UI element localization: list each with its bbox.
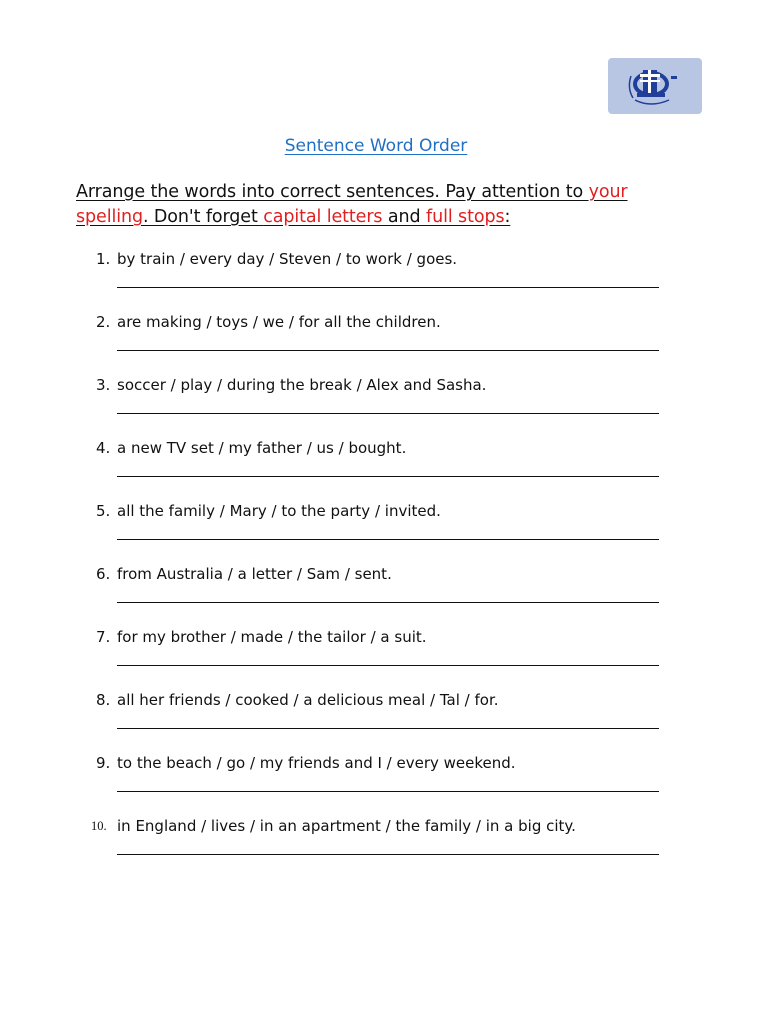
item-prompt: to the beach / go / my friends and I / every weekend.	[117, 754, 516, 772]
item-number: 4.	[96, 439, 111, 457]
exercise-item-2	[96, 313, 666, 373]
item-number: 8.	[96, 691, 111, 709]
exercise-item-1	[96, 250, 666, 310]
answer-line[interactable]	[117, 854, 659, 855]
instructions-highlight-capitals: capital letters	[263, 207, 383, 227]
item-number: 3.	[96, 376, 111, 394]
exercise-item-8	[96, 691, 666, 751]
page-title: Sentence Word Order	[284, 136, 468, 156]
exercise-item-3	[96, 376, 666, 436]
item-number: 2.	[96, 313, 111, 331]
item-prompt: are making / toys / we / for all the children.	[117, 313, 441, 331]
instructions-text-2: . Don't forget	[142, 207, 264, 227]
item-prompt: soccer / play / during the break / Alex and Sasha.	[117, 376, 487, 394]
item-number: 1.	[96, 250, 111, 268]
answer-line[interactable]	[117, 728, 659, 729]
item-prompt: all her friends / cooked / a delicious meal / Tal / for.	[117, 691, 499, 709]
exercise-item-9	[96, 754, 666, 814]
exercise-item-6	[96, 565, 666, 625]
answer-line[interactable]	[117, 476, 659, 477]
answer-line[interactable]	[117, 350, 659, 351]
instructions-text-1: Arrange the words into correct sentences. Pay attention to	[76, 182, 589, 202]
answer-line[interactable]	[117, 287, 659, 288]
item-number: 5.	[96, 502, 111, 520]
instructions-highlight-spelling: your spelling	[76, 182, 628, 227]
item-prompt: in England / lives / in an apartment / the family / in a big city.	[117, 817, 576, 835]
item-prompt: from Australia / a letter / Sam / sent.	[117, 565, 392, 583]
exercise-item-10	[91, 817, 666, 877]
answer-line[interactable]	[117, 665, 659, 666]
exercise-item-5	[96, 502, 666, 562]
answer-line[interactable]	[117, 602, 659, 603]
instructions-text-4: :	[504, 207, 511, 227]
item-number: 6.	[96, 565, 111, 583]
item-number: 7.	[96, 628, 111, 646]
item-prompt: all the family / Mary / to the party / invited.	[117, 502, 441, 520]
item-prompt: by train / every day / Steven / to work / goes.	[117, 250, 458, 268]
instructions-highlight-full-stops: full stops	[426, 207, 505, 227]
answer-line[interactable]	[117, 791, 659, 792]
answer-line[interactable]	[117, 413, 659, 414]
exercise-item-7	[96, 628, 666, 688]
item-number: 10.	[91, 819, 107, 833]
instructions-text-3: and	[382, 207, 427, 227]
exercise-item-4	[96, 439, 666, 499]
item-prompt: for my brother / made / the tailor / a suit.	[117, 628, 427, 646]
item-number: 9.	[96, 754, 111, 772]
item-prompt: a new TV set / my father / us / bought.	[117, 439, 407, 457]
answer-line[interactable]	[117, 539, 659, 540]
